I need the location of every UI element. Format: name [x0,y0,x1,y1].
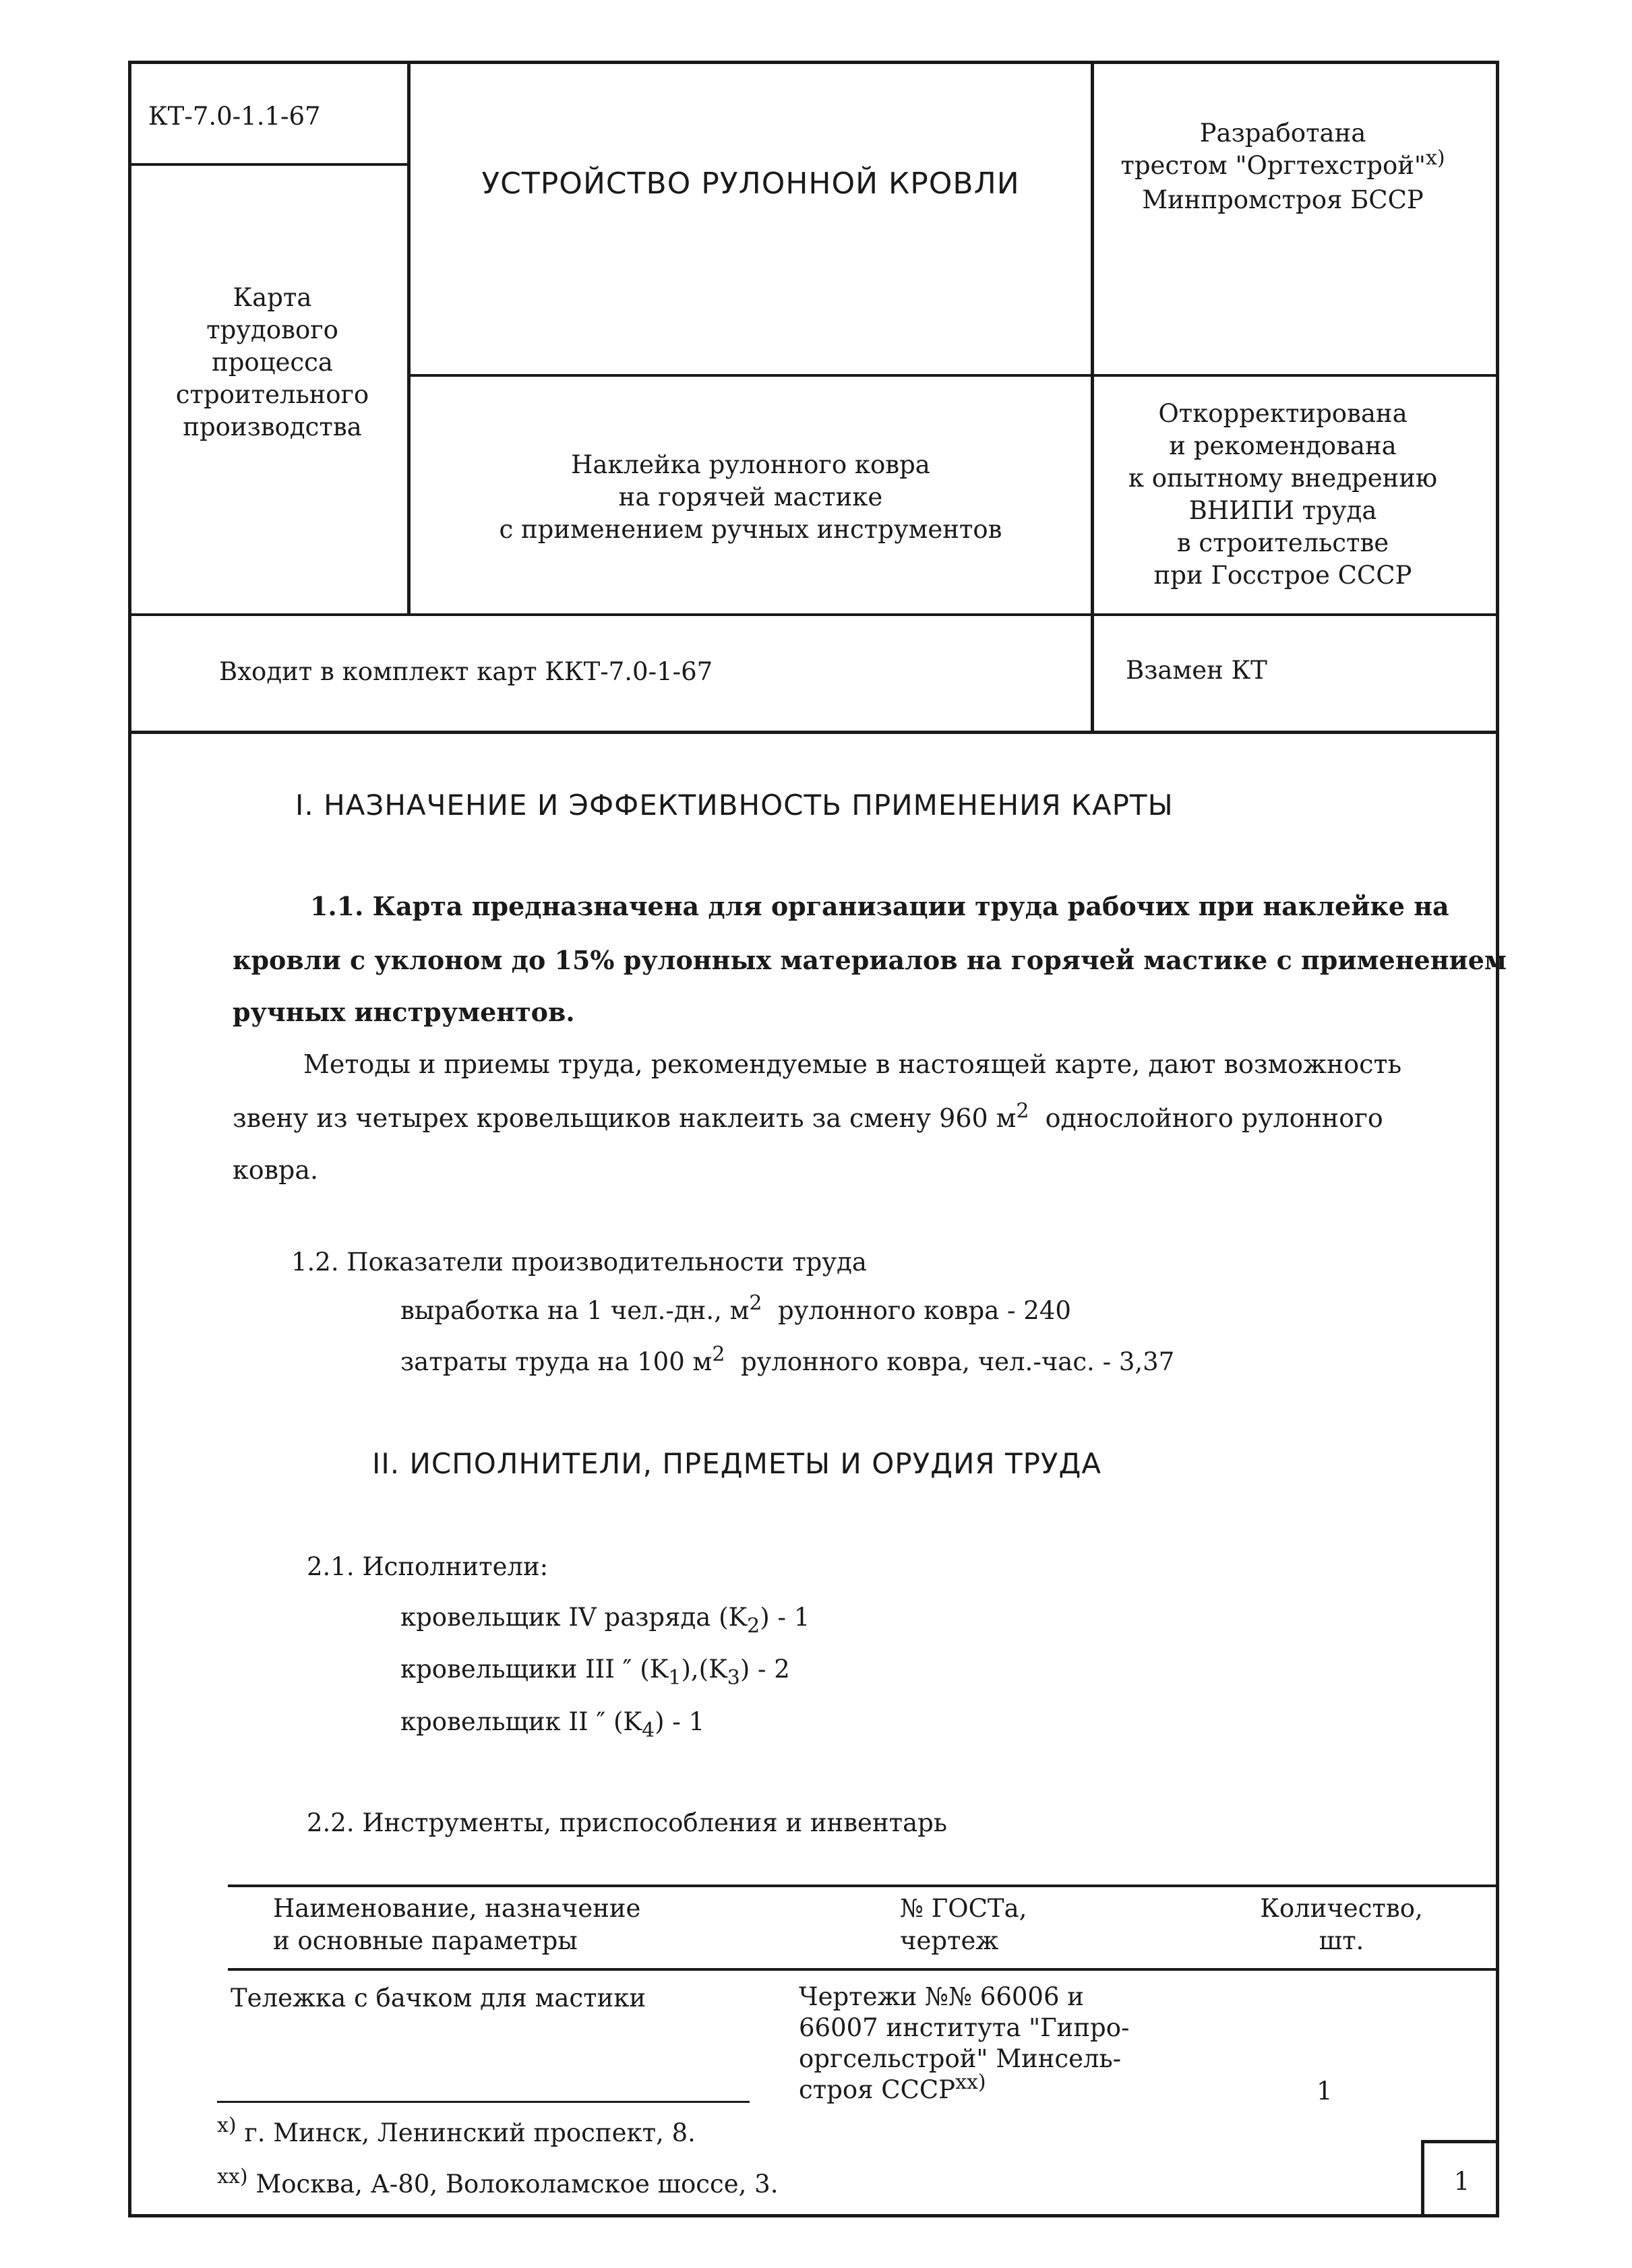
replaces-reference: Взамен КТ [1126,656,1267,685]
table-row-1-qty: 1 [1317,2077,1333,2106]
table-row-1-ref: Чертежи №№ 66006 и 66007 института "Гипро- оргсельстрой" Минсель- строя СССР$^{xx)}$ [799,1982,1130,2104]
paragraph-2-2-title: 2.2. Инструменты, приспособления и инвентарь [307,1808,947,1837]
worker-row-1: кровельщик IV разряда $(K_2) - 1$ [400,1603,810,1638]
code-box-bottom [128,163,411,166]
footnote-2: $^{xx)}$ Москва, А-80, Волоколамское шоссе, 3. [217,2165,779,2199]
paragraph-methods-line-2: звену из четырех кровельщиков наклеить за смену 960 $м^2$ однослойного рулонного [233,1099,1383,1133]
paragraph-methods-line-1: Методы и приемы труда, рекомендуемые в настоящей карте, дают возможность [303,1049,1402,1079]
worker-row-3: кровельщик II ″ $(K_4) - 1$ [400,1707,705,1742]
table-header-name: Наименование, назначение и основные параметры [273,1894,641,1955]
paragraph-2-1-title: 2.1. Исполнители: [307,1552,549,1581]
footnote-separator [217,2101,750,2103]
worker-row-2: кровельщики III ″ $(K_1),(K_3) - 2$ [400,1655,790,1690]
section-2-heading: II. ИСПОЛНИТЕЛИ, ПРЕДМЕТЫ И ОРУДИЯ ТРУДА [372,1447,1102,1480]
productivity-output: выработка на 1 чел.-дн., $м^2$ рулонного ковра - 240 [400,1291,1071,1325]
table-row-1-name: Тележка с бачком для мастики [231,1984,646,2013]
card-code: КТ-7.0-1.1-67 [148,102,321,131]
ref-footnote-mark: xx) [955,2071,986,2094]
corrected-by: Откорректирована и рекомендована к опытному внедрению ВНИПИ труда в строительстве при Госстрое СССР [1128,399,1438,590]
set-row-bottom [128,731,1499,734]
title-row-bottom [407,374,1499,377]
page-number: 1 [1453,2167,1470,2196]
developed-by: Разработана трестом "Оргтехстрой"$^{x)}$ Минпромстроя БССР [1120,119,1445,214]
table-top-line [228,1884,1499,1887]
table-header-quantity: Количество, шт. [1260,1894,1423,1955]
set-reference: Входит в комплект карт ККТ-7.0-1-67 [219,657,713,686]
paragraph-1-1: 1.1. Карта предназначена для организации труда рабочих при наклейке на [310,891,1449,921]
footnote-1: $^{x)}$ г. Минск, Ленинский проспект, 8. [217,2114,696,2147]
section-1-heading: I. НАЗНАЧЕНИЕ И ЭФФЕКТИВНОСТЬ ПРИМЕНЕНИЯ КАРТЫ [295,789,1174,822]
header-row-bottom [128,613,1499,616]
paragraph-1-1-line-3: ручных инструментов. [233,997,575,1027]
developed-footnote-mark: x) [1425,146,1445,170]
table-header-line [228,1968,1499,1971]
paragraph-methods-line-3: ковра. [233,1155,319,1185]
subtitle: Наклейка рулонного ковра на горячей мастике с применением ручных инструментов [499,450,1002,544]
table-header-gost: № ГОСТа, чертеж [900,1894,1027,1955]
productivity-labor: затраты труда на 100 $м^2$ рулонного ковра, чел.-час. - 3,37 [400,1343,1175,1376]
card-type: Карта трудового процесса строительного производства [175,283,369,441]
paragraph-1-2-title: 1.2. Показатели производительности труда [291,1248,867,1277]
paragraph-1-1-line-2: кровли с уклоном до 15% рулонных материалов на горячей мастике с применением [233,945,1507,975]
document-title: УСТРОЙСТВО РУЛОННОЙ КРОВЛИ [481,166,1020,201]
